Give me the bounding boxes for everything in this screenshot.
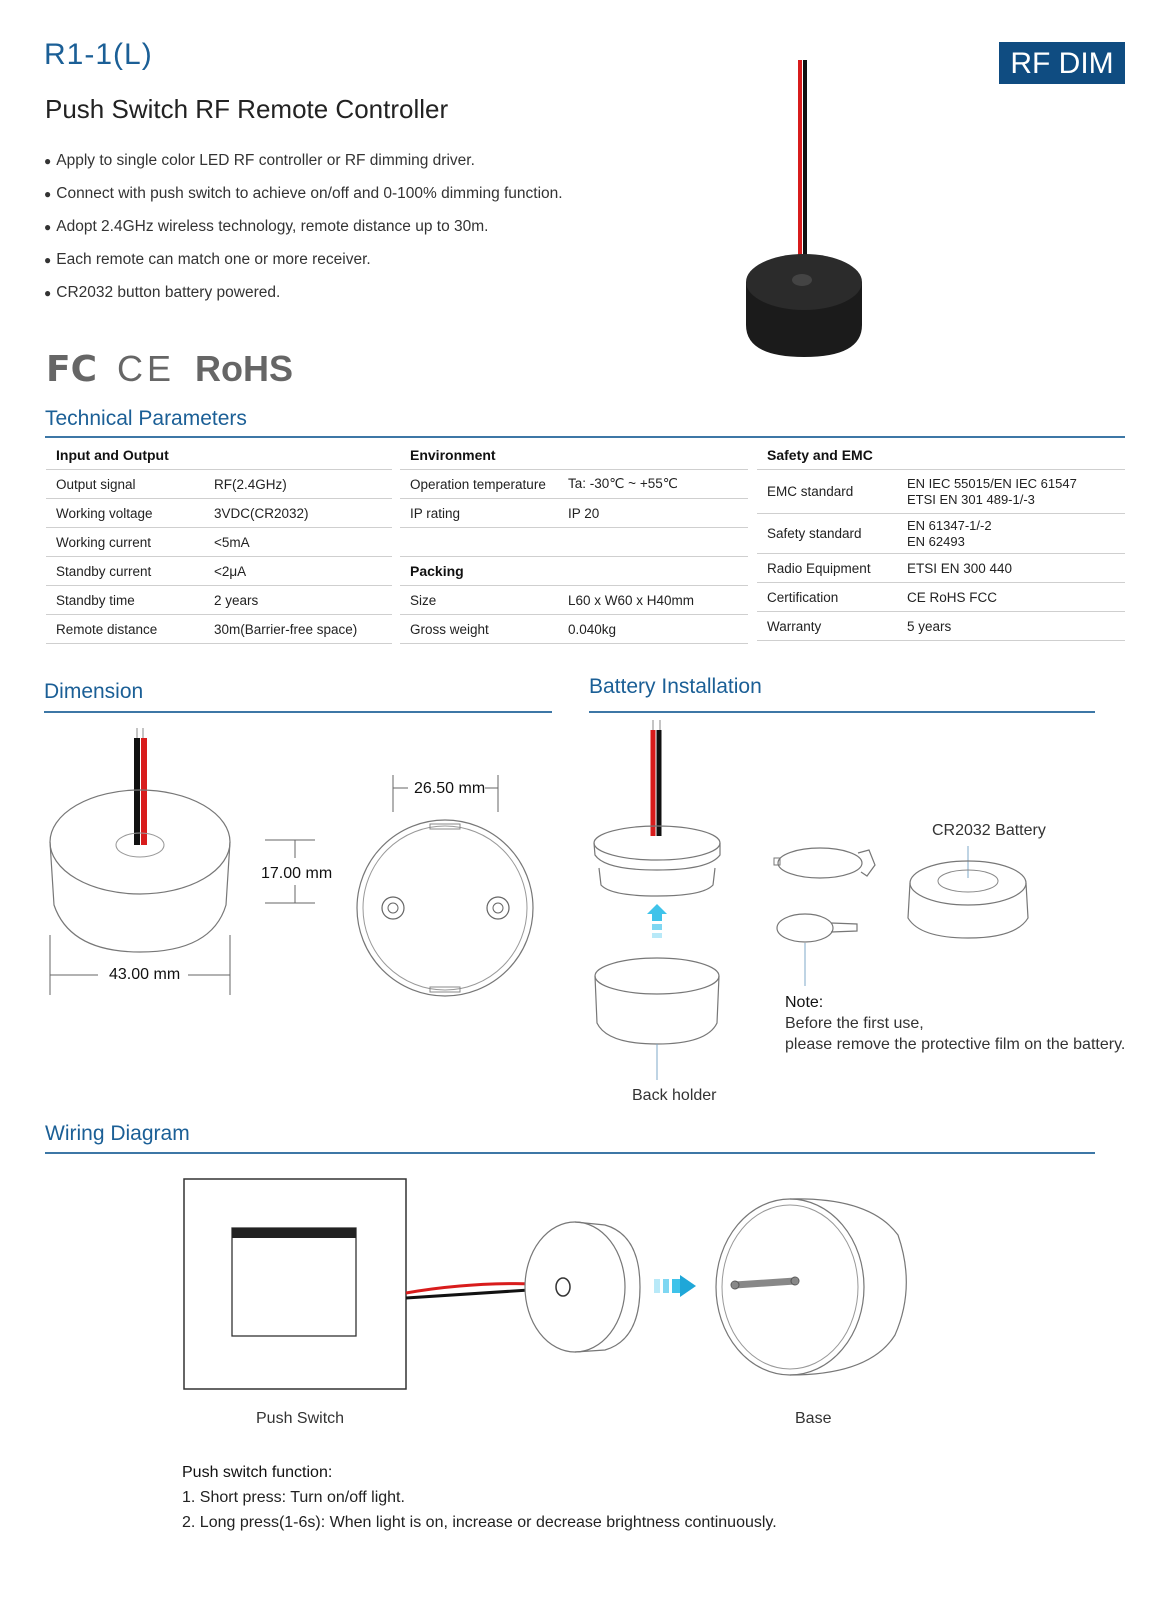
mount-hole-inner xyxy=(388,903,398,913)
table-header-row xyxy=(46,441,392,470)
switch-key xyxy=(232,1228,356,1336)
empty-cell xyxy=(400,528,748,557)
param-value: <5mA xyxy=(204,528,392,557)
hole-spacing-dimension: 26.50 mm xyxy=(414,780,486,797)
holder-body xyxy=(908,883,1028,938)
table-row xyxy=(757,612,1125,641)
table-row xyxy=(400,499,748,528)
feature-item: ● Each remote can match one or more receiver. xyxy=(44,251,563,284)
table-row xyxy=(46,528,392,557)
base-bracket xyxy=(735,1281,795,1285)
diameter-dimension: 43.00 mm xyxy=(109,966,181,983)
param-value: 5 years xyxy=(897,612,1125,641)
dimension-title: Dimension xyxy=(44,680,144,703)
input-output-table xyxy=(46,441,392,644)
table-row xyxy=(757,470,1125,514)
right-arrow-segment xyxy=(672,1279,680,1293)
param-value: IP 20 xyxy=(558,499,748,528)
section-rule xyxy=(44,711,552,713)
param-value: RF(2.4GHz) xyxy=(204,470,392,499)
mount-hole xyxy=(487,897,509,919)
table-row xyxy=(46,615,392,644)
up-arrow-segment xyxy=(652,933,662,938)
right-arrow-segment xyxy=(654,1279,660,1293)
battery-note xyxy=(785,992,1125,1055)
param-value: 0.040kg xyxy=(558,615,748,644)
section-rule xyxy=(589,711,1095,713)
param-label: Remote distance xyxy=(46,615,204,644)
up-arrow-segment xyxy=(652,913,662,921)
table-header-row xyxy=(757,441,1125,470)
section-rule xyxy=(45,436,1125,438)
param-value: L60 x W60 x H40mm xyxy=(558,586,748,615)
table-row xyxy=(46,470,392,499)
param-value: ETSI EN 300 440 xyxy=(897,554,1125,583)
emc-line: EN IEC 55015/EN IEC 61547 xyxy=(907,475,1077,491)
param-label: IP rating xyxy=(400,499,558,528)
back-holder-top xyxy=(595,958,719,994)
model-number: R1-1(L) xyxy=(44,38,153,71)
param-value xyxy=(897,514,1125,554)
wiring-drawing xyxy=(180,1175,920,1395)
back-holder-label: Back holder xyxy=(632,1087,717,1104)
param-label: Radio Equipment xyxy=(757,554,897,583)
feature-list xyxy=(44,152,563,317)
controller-face xyxy=(525,1222,625,1352)
wiring-title: Wiring Diagram xyxy=(45,1122,190,1145)
param-value: 3VDC(CR2032) xyxy=(204,499,392,528)
table-header-row xyxy=(400,441,748,470)
switch-frame xyxy=(184,1179,406,1389)
param-label: Standby current xyxy=(46,557,204,586)
push-switch-label: Push Switch xyxy=(256,1410,345,1427)
feature-item: ● CR2032 button battery powered. xyxy=(44,284,563,317)
table-row xyxy=(400,615,748,644)
battery-label: CR2032 Battery xyxy=(932,822,1046,839)
table-row xyxy=(46,557,392,586)
product-photo xyxy=(730,60,880,360)
feature-item: ● Apply to single color LED RF controller or RF dimming driver. xyxy=(44,152,563,185)
param-label: EMC standard xyxy=(757,470,897,514)
param-label: Safety standard xyxy=(757,514,897,554)
tech-params-title: Technical Parameters xyxy=(45,407,247,430)
table-header: Input and Output xyxy=(46,441,392,470)
protective-film xyxy=(777,914,833,942)
note-line: Before the first use, xyxy=(785,1015,924,1032)
fcc-logo: FC xyxy=(46,348,98,390)
up-arrow-icon xyxy=(647,904,667,914)
table-row xyxy=(46,499,392,528)
param-value xyxy=(897,470,1125,514)
param-value: CE RoHS FCC xyxy=(897,583,1125,612)
safety-emc-table xyxy=(757,441,1125,641)
param-label: Working current xyxy=(46,528,204,557)
mount-hole xyxy=(382,897,404,919)
rohs-logo: RoHS xyxy=(195,348,294,389)
side-body-outline xyxy=(50,842,230,952)
base-body xyxy=(790,1199,906,1375)
param-label: Certification xyxy=(757,583,897,612)
mount-hole-inner xyxy=(493,903,503,913)
param-value: Ta: -30℃ ~ +55℃ xyxy=(558,470,748,499)
height-dimension: 17.00 mm xyxy=(261,865,333,882)
right-arrow-icon xyxy=(680,1275,696,1297)
param-value: 2 years xyxy=(204,586,392,615)
up-arrow-segment xyxy=(652,924,662,930)
push-switch-functions xyxy=(182,1460,777,1535)
table-row xyxy=(757,583,1125,612)
param-label: Operation temperature xyxy=(400,470,558,499)
param-label: Working voltage xyxy=(46,499,204,528)
param-label: Size xyxy=(400,586,558,615)
back-holder-body xyxy=(595,976,719,1044)
table-header: Packing xyxy=(400,557,748,586)
safety-line: EN 62493 xyxy=(907,533,965,549)
ce-logo: CE xyxy=(117,348,176,389)
feature-item: ● Connect with push switch to achieve on/off and 0-100% dimming function. xyxy=(44,185,563,218)
top-cover-rim xyxy=(594,843,720,870)
function-item: 1. Short press: Turn on/off light. xyxy=(182,1489,405,1506)
battery-clip xyxy=(858,850,875,876)
table-header-row xyxy=(400,557,748,586)
certification-logos xyxy=(46,346,293,392)
table-row xyxy=(400,528,748,557)
section-rule xyxy=(45,1152,1095,1154)
note-title: Note: xyxy=(785,994,824,1011)
safety-line: EN 61347-1/-2 xyxy=(907,517,992,533)
param-label: Gross weight xyxy=(400,615,558,644)
function-item: 2. Long press(1-6s): When light is on, increase or decrease brightness continuously. xyxy=(182,1514,777,1531)
param-label: Output signal xyxy=(46,470,204,499)
bottom-outline xyxy=(357,820,533,996)
note-line: please remove the protective film on the battery. xyxy=(785,1036,1126,1053)
battery-title: Battery Installation xyxy=(589,675,762,698)
table-header: Environment xyxy=(400,441,748,470)
param-value: <2μA xyxy=(204,557,392,586)
table-row xyxy=(400,586,748,615)
film-tab xyxy=(831,923,857,932)
table-row xyxy=(757,554,1125,583)
table-row xyxy=(46,586,392,615)
table-header: Safety and EMC xyxy=(757,441,1125,470)
wire-grommet xyxy=(792,274,812,286)
table-row xyxy=(400,470,748,499)
rf-dim-badge: RF DIM xyxy=(999,42,1125,84)
table-row xyxy=(757,514,1125,554)
right-arrow-segment xyxy=(663,1279,669,1293)
feature-item: ● Adopt 2.4GHz wireless technology, remote distance up to 30m. xyxy=(44,218,563,251)
cr2032-battery xyxy=(778,848,862,878)
environment-table xyxy=(400,441,748,644)
param-label: Warranty xyxy=(757,612,897,641)
top-body xyxy=(599,868,715,896)
emc-line: ETSI EN 301 489-1/-3 xyxy=(907,491,1035,507)
base-label: Base xyxy=(795,1410,832,1427)
param-value: 30m(Barrier-free space) xyxy=(204,615,392,644)
param-label: Standby time xyxy=(46,586,204,615)
function-title: Push switch function: xyxy=(182,1464,333,1481)
switch-key-edge xyxy=(232,1228,356,1238)
product-subtitle: Push Switch RF Remote Controller xyxy=(45,94,449,124)
